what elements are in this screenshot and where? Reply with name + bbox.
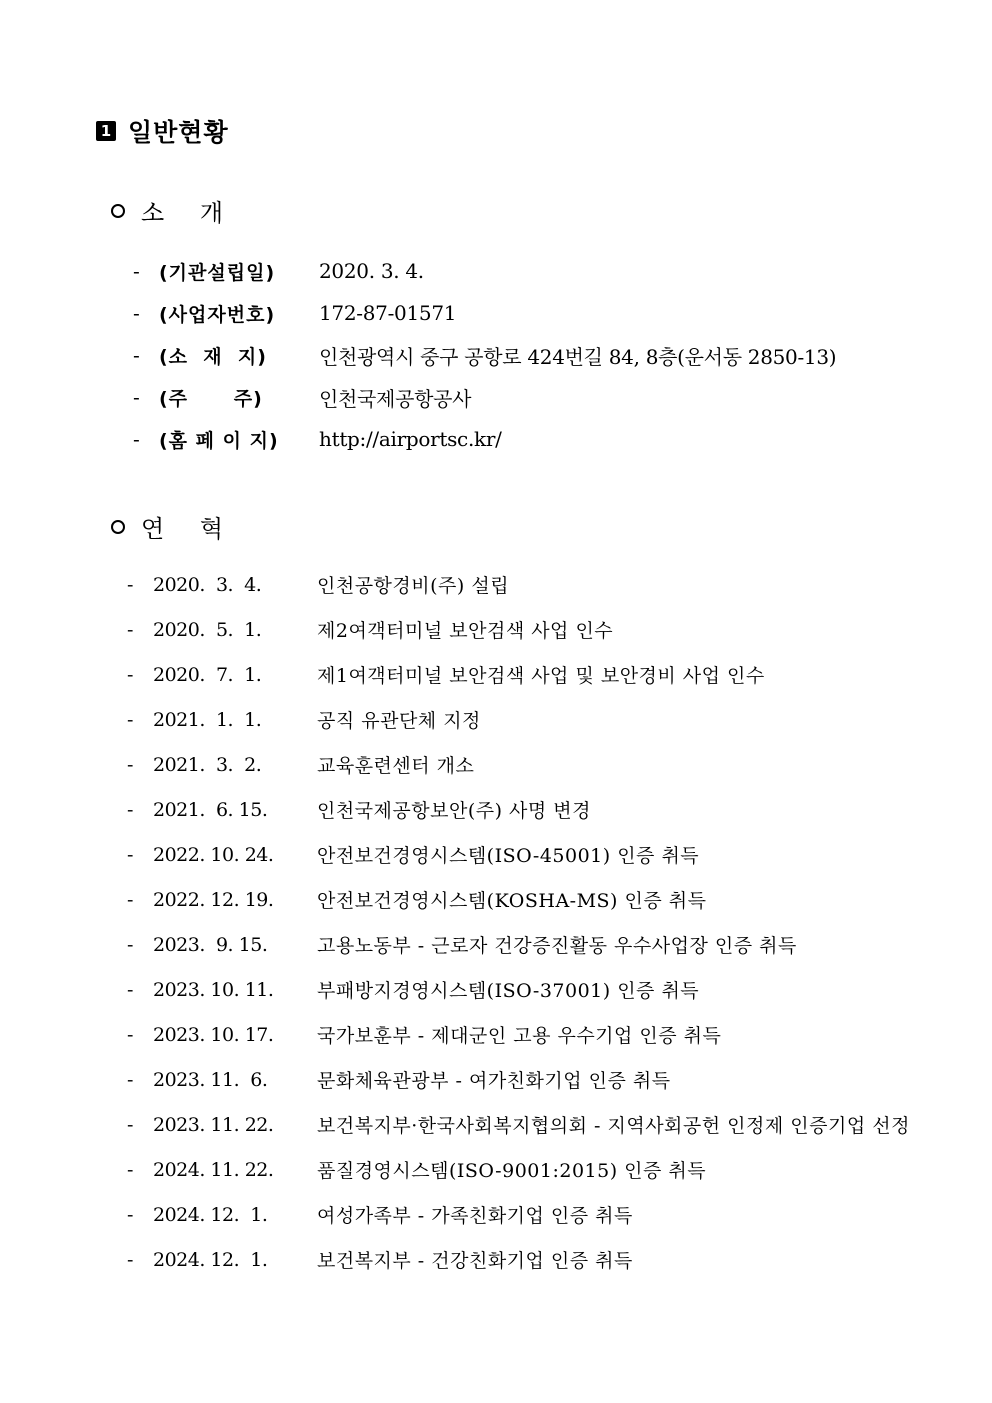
- dash-marker: -: [133, 259, 140, 283]
- history-date: 2021. 3. 2.: [153, 753, 262, 776]
- history-date: 2021. 1. 1.: [153, 708, 262, 731]
- history-text: 인천공항경비(주) 설립: [317, 575, 510, 597]
- history-date: 2020. 7. 1.: [153, 663, 262, 686]
- history-list: [127, 562, 910, 1282]
- intro-info-row: [133, 334, 836, 376]
- intro-info-row: [133, 418, 836, 460]
- history-date: 2021. 6. 15.: [153, 798, 268, 821]
- dash-marker: -: [133, 427, 140, 451]
- dash-marker: -: [127, 1158, 134, 1181]
- history-row: [127, 562, 910, 607]
- history-date: 2023. 11. 6.: [153, 1068, 268, 1091]
- history-row: [127, 967, 910, 1012]
- history-row: [127, 1147, 910, 1192]
- history-date: 2024. 12. 1.: [153, 1203, 268, 1226]
- dash-marker: -: [127, 708, 134, 731]
- info-label: (홈 페 이 지): [159, 429, 279, 452]
- dash-marker: -: [127, 1203, 134, 1226]
- history-row: [127, 652, 910, 697]
- history-date: 2023. 9. 15.: [153, 933, 268, 956]
- intro-heading-text: 소 개: [141, 199, 237, 227]
- history-heading: [111, 509, 237, 544]
- intro-info-row: [133, 292, 836, 334]
- history-date: 2023. 11. 22.: [153, 1113, 274, 1136]
- dash-marker: -: [127, 1023, 134, 1046]
- dash-marker: -: [133, 301, 140, 325]
- info-label: (주 주): [159, 387, 263, 410]
- history-heading-text: 연 혁: [141, 515, 237, 543]
- dash-marker: -: [127, 753, 134, 776]
- intro-info-list: [133, 250, 836, 460]
- history-row: [127, 1237, 910, 1282]
- dash-marker: -: [133, 343, 140, 367]
- history-text: 품질경영시스템(ISO-9001:2015) 인증 취득: [317, 1160, 707, 1182]
- history-row: [127, 1102, 910, 1147]
- history-row: [127, 922, 910, 967]
- history-date: 2022. 10. 24.: [153, 843, 274, 866]
- history-row: [127, 832, 910, 877]
- history-text: 문화체육관광부 - 여가친화기업 인증 취득: [317, 1070, 671, 1092]
- history-row: [127, 1012, 910, 1057]
- history-text: 제2여객터미널 보안검색 사업 인수: [317, 620, 614, 642]
- history-text: 고용노동부 - 근로자 건강증진활동 우수사업장 인증 취득: [317, 935, 797, 957]
- info-value: 인천광역시 중구 공항로 424번길 84, 8층(운서동 2850-13): [319, 344, 837, 369]
- history-date: 2023. 10. 17.: [153, 1023, 274, 1046]
- history-text: 제1여객터미널 보안검색 사업 및 보안경비 사업 인수: [317, 665, 765, 687]
- intro-heading: [111, 193, 237, 228]
- history-row: [127, 1057, 910, 1102]
- history-row: [127, 787, 910, 832]
- history-row: [127, 877, 910, 922]
- dash-marker: -: [127, 798, 134, 821]
- section-number-badge: 1: [96, 121, 116, 141]
- history-text: 보건복지부 - 건강친화기업 인증 취득: [317, 1250, 633, 1272]
- history-date: 2023. 10. 11.: [153, 978, 274, 1001]
- history-text: 인천국제공항보안(주) 사명 변경: [317, 800, 592, 822]
- section-title: 일반현황: [128, 118, 229, 147]
- dash-marker: -: [127, 1068, 134, 1091]
- history-text: 부패방지경영시스템(ISO-37001) 인증 취득: [317, 980, 700, 1002]
- intro-info-row: [133, 250, 836, 292]
- dash-marker: -: [133, 385, 140, 409]
- history-text: 안전보건경영시스템(KOSHA-MS) 인증 취득: [317, 890, 707, 912]
- history-date: 2020. 5. 1.: [153, 618, 262, 641]
- dash-marker: -: [127, 933, 134, 956]
- history-date: 2024. 12. 1.: [153, 1248, 268, 1271]
- history-row: [127, 742, 910, 787]
- history-text: 안전보건경영시스템(ISO-45001) 인증 취득: [317, 845, 700, 867]
- info-value: 172-87-01571: [319, 301, 457, 325]
- history-text: 여성가족부 - 가족친화기업 인증 취득: [317, 1205, 633, 1227]
- history-row: [127, 697, 910, 742]
- history-text: 교육훈련센터 개소: [317, 755, 475, 777]
- info-value: 인천국제공항공사: [319, 386, 472, 411]
- info-value: 2020. 3. 4.: [319, 259, 424, 283]
- circle-bullet-icon: [111, 204, 125, 218]
- history-date: 2020. 3. 4.: [153, 573, 262, 596]
- history-date: 2024. 11. 22.: [153, 1158, 274, 1181]
- dash-marker: -: [127, 1248, 134, 1271]
- section-heading: [96, 113, 229, 149]
- history-text: 보건복지부·한국사회복지협의회 - 지역사회공헌 인정제 인증기업 선정: [317, 1115, 910, 1137]
- history-row: [127, 1192, 910, 1237]
- history-row: [127, 607, 910, 652]
- history-text: 공직 유관단체 지정: [317, 710, 481, 732]
- history-text: 국가보훈부 - 제대군인 고용 우수기업 인증 취득: [317, 1025, 722, 1047]
- dash-marker: -: [127, 618, 134, 641]
- info-label: (사업자번호): [159, 303, 276, 326]
- dash-marker: -: [127, 573, 134, 596]
- dash-marker: -: [127, 843, 134, 866]
- info-label: (기관설립일): [159, 261, 276, 284]
- info-label: (소 재 지): [159, 345, 267, 368]
- dash-marker: -: [127, 978, 134, 1001]
- dash-marker: -: [127, 888, 134, 911]
- circle-bullet-icon: [111, 520, 125, 534]
- dash-marker: -: [127, 663, 134, 686]
- dash-marker: -: [127, 1113, 134, 1136]
- intro-info-row: [133, 376, 836, 418]
- info-value[interactable]: http://airportsc.kr/: [319, 427, 502, 451]
- history-date: 2022. 12. 19.: [153, 888, 274, 911]
